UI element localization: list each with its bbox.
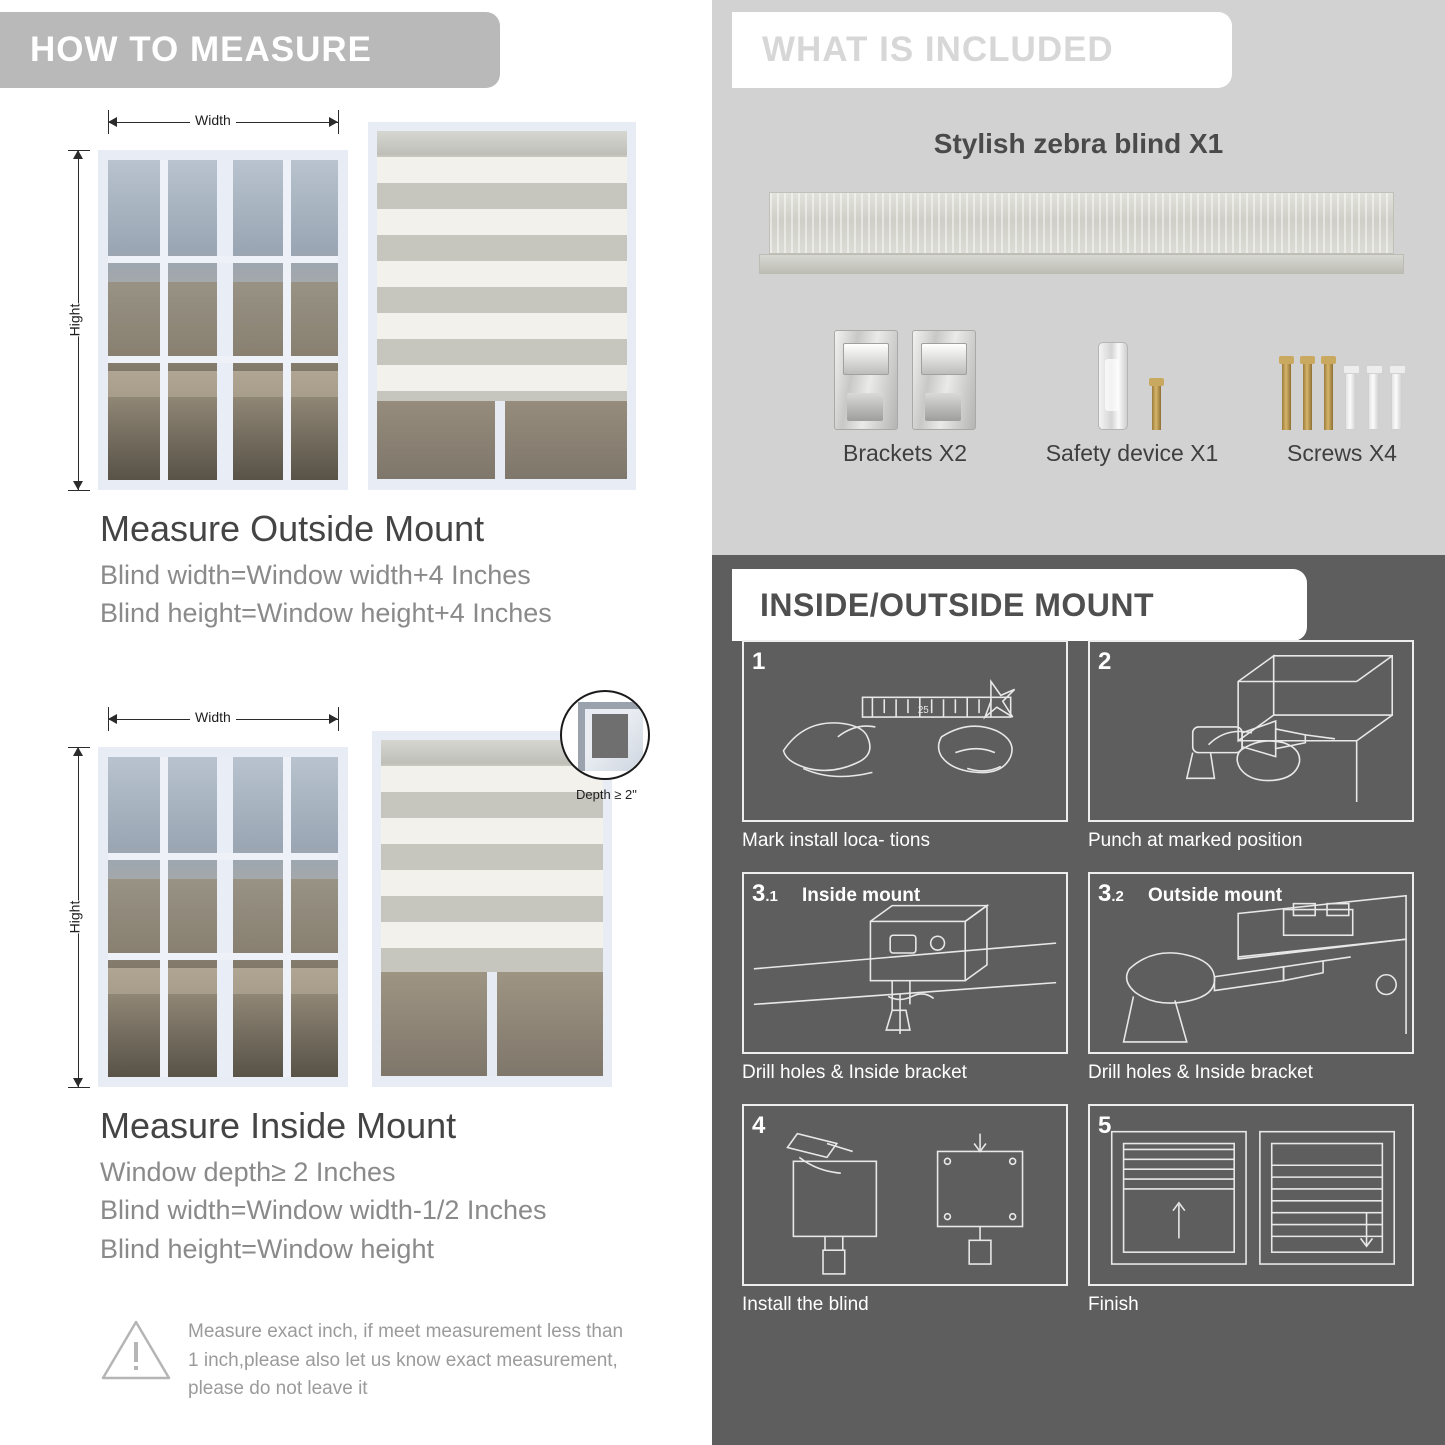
mount-step [1088, 872, 1414, 1084]
outside-mount-blind [368, 122, 636, 490]
step-3-1-caption: Drill holes & Inside bracket [742, 1062, 967, 1083]
inside-height-arrow-up [73, 747, 83, 756]
mount-step [742, 640, 1068, 852]
outside-mount-block [0, 100, 712, 629]
depth-label: Depth ≥ 2" [576, 787, 637, 802]
inside-mount-heading: Measure Inside Mount [100, 1105, 457, 1146]
step-3-2-number: 3.2 [1098, 880, 1124, 907]
inside-width-arrow-left [108, 714, 117, 724]
inside-height-label: Hight [66, 900, 83, 934]
inside-mount-text [100, 1105, 546, 1268]
measure-warning [100, 1318, 628, 1404]
outside-height-tick-bottom [68, 490, 90, 491]
blind-zebra-fabric [377, 131, 627, 401]
blind-bottom-rail [759, 254, 1404, 274]
outside-height-label: Hight [66, 303, 83, 337]
outside-mount-heading: Measure Outside Mount [100, 508, 485, 549]
window-mullion-h1 [108, 256, 338, 263]
outside-mount-line-1: Blind width=Window width+4 Inches [100, 560, 531, 590]
inside-mount-line-2: Blind width=Window width-1/2 Inches [100, 1195, 547, 1226]
outside-width-label: Width [190, 112, 236, 128]
step-4-caption: Install the blind [742, 1294, 869, 1315]
anchor-3-icon [1391, 364, 1402, 430]
mount-step [742, 872, 1068, 1084]
outside-mount-text [100, 508, 552, 633]
step-2-number: 2 [1098, 648, 1112, 675]
step-2-caption: Punch at marked position [1088, 830, 1303, 851]
inside-height-arrow-down [73, 1078, 83, 1087]
screw-gold-2-icon [1303, 356, 1312, 430]
warning-triangle-icon [100, 1318, 172, 1382]
window-mullion-v2-inside [283, 757, 291, 1077]
what-is-included-panel [712, 0, 1445, 555]
anchor-2-icon [1368, 364, 1379, 430]
window-center-post-inside [217, 757, 233, 1077]
step-5-image [1088, 1104, 1414, 1286]
bracket-right-icon [912, 330, 976, 430]
step-5-number: 5 [1098, 1112, 1112, 1139]
window-photo-inside [98, 747, 348, 1087]
outside-mount-diagram [0, 100, 712, 500]
mount-steps-grid [742, 640, 1414, 1316]
safety-screw-icon [1152, 378, 1161, 430]
inside-outside-mount-panel [712, 555, 1445, 1445]
window-sill [373, 479, 631, 490]
inside-height-tick-top [68, 747, 90, 748]
screw-gold-3-icon [1324, 356, 1333, 430]
step-1-number: 1 [752, 648, 766, 675]
step-4-number: 4 [752, 1112, 766, 1139]
depth-callout-circle [560, 690, 650, 780]
part-screws [1242, 330, 1442, 467]
part-safety-device [1012, 330, 1252, 467]
how-to-measure-header [0, 12, 500, 88]
outside-height-arrow-up [73, 150, 83, 159]
part-brackets [790, 330, 1020, 467]
bracket-left-icon [834, 330, 898, 430]
window-mullion-v1 [160, 160, 168, 480]
step-1-caption: Mark install loca- tions [742, 830, 930, 851]
what-is-included-header [732, 12, 1232, 88]
depth-dark-block [592, 714, 628, 758]
window-mullion-h2 [108, 356, 338, 363]
safety-device-label: Safety device X1 [1045, 440, 1219, 466]
anchor-1-icon [1345, 364, 1356, 430]
step-3-2-caption: Drill holes & Inside bracket [1088, 1062, 1313, 1083]
blind-zebra-fabric-inside [381, 740, 603, 972]
inside-mount-line-3: Blind height=Window height [100, 1233, 434, 1264]
inside-width-arrow-right [329, 714, 338, 724]
window-photo-outside [98, 150, 348, 490]
outside-height-tick-top [68, 150, 90, 151]
inside-mount-diagram [0, 695, 712, 1095]
product-label: Stylish zebra blind X1 [933, 128, 1224, 159]
blind-roll [769, 192, 1394, 254]
window-sill-inside [377, 1076, 607, 1087]
step-3-1-inline-label: Inside mount [802, 885, 921, 906]
step-3-2-inline-label: Outside mount [1148, 885, 1283, 906]
outside-mount-line-2: Blind height=Window height+4 Inches [100, 598, 552, 629]
step-3-1-image [742, 872, 1068, 1054]
mount-step [1088, 1104, 1414, 1316]
window-mullion-v1-inside [160, 757, 168, 1077]
blind-headrail [375, 129, 629, 155]
brackets-label: Brackets X2 [843, 440, 967, 466]
included-parts-row [712, 330, 1445, 510]
mount-step [1088, 640, 1414, 852]
inside-height-tick-bottom [68, 1087, 90, 1088]
step-5-caption: Finish [1088, 1294, 1139, 1315]
what-is-included-title: WHAT IS INCLUDED [762, 30, 1114, 69]
screws-icon [1242, 330, 1442, 430]
svg-text:25: 25 [917, 705, 929, 717]
inside-outside-mount-title: INSIDE/OUTSIDE MOUNT [760, 586, 1155, 623]
outside-width-arrow-right [329, 117, 338, 127]
step-3-2-image [1088, 872, 1414, 1054]
screws-label: Screws X4 [1287, 440, 1397, 466]
outside-width-tick-right [338, 110, 339, 134]
inside-mount-line-1: Window depth≥ 2 Inches [100, 1157, 396, 1187]
window-mullion-h1-inside [108, 853, 338, 860]
window-center-post [217, 160, 233, 480]
step-2-image [1088, 640, 1414, 822]
how-to-measure-column [0, 0, 712, 1445]
inside-width-tick-left [108, 707, 109, 731]
step-1-image [742, 640, 1068, 822]
inside-outside-mount-header [732, 569, 1307, 641]
right-column [712, 0, 1445, 1445]
outside-height-arrow-down [73, 481, 83, 490]
inside-mount-blind [372, 731, 612, 1087]
zebra-blind-product-image [759, 192, 1404, 288]
brackets-icon [790, 330, 1020, 430]
safety-device-icon [1012, 330, 1252, 430]
inside-width-label: Width [190, 709, 236, 725]
outside-width-arrow-left [108, 117, 117, 127]
inside-width-tick-right [338, 707, 339, 731]
outside-width-tick-left [108, 110, 109, 134]
how-to-measure-title: HOW TO MEASURE [30, 30, 372, 69]
window-mullion-v2 [283, 160, 291, 480]
warning-text: Measure exact inch, if meet measurement less than 1 inch,please also let us know exact measurement, please do not leave it [188, 1321, 624, 1399]
step-4-image [742, 1104, 1068, 1286]
screw-gold-1-icon [1282, 356, 1291, 430]
mount-step [742, 1104, 1068, 1316]
safety-clip-icon [1098, 342, 1128, 430]
window-mullion-h2-inside [108, 953, 338, 960]
inside-mount-block [0, 695, 712, 1264]
step-3-1-number: 3.1 [752, 880, 778, 907]
